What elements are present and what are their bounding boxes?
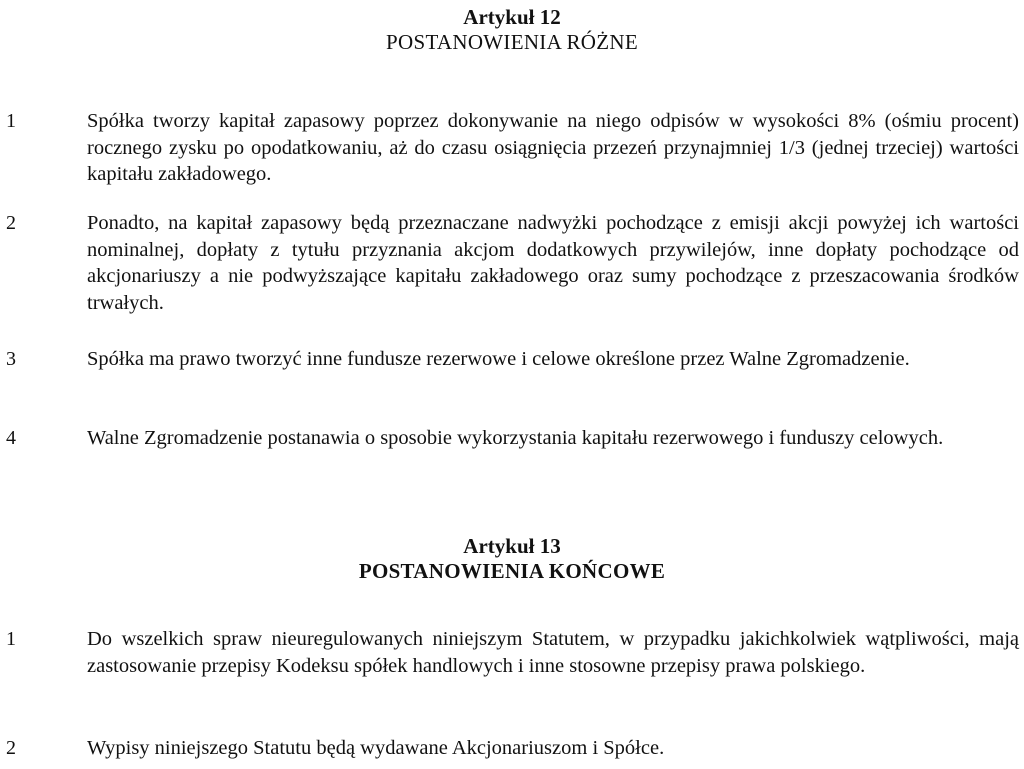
clause-number: 4 — [6, 427, 16, 449]
article-12-heading — [0, 5, 1024, 55]
clause-text: Spółka ma prawo tworzyć inne fundusze rezerwowe i celowe określone przez Walne Zgromadzenie. — [87, 348, 910, 370]
clause-number: 2 — [6, 212, 16, 234]
clause-number: 1 — [6, 628, 16, 650]
clause-number: 3 — [6, 348, 16, 370]
clause-number: 2 — [6, 737, 16, 759]
clause-text: Ponadto, na kapitał zapasowy będą przeznaczane nadwyżki pochodzące z emisji akcji powyżej ich wartości nominalnej, dopłaty z tytułu przyznania akcjom dodatkowych przywilejów, inne dopłaty pochodzące od akcjonariuszy a nie podwyższające kapitału zakładowego oraz sumy pochodzące z przeszacowania środków trwałych. — [87, 212, 1019, 314]
clause-text: Walne Zgromadzenie postanawia o sposobie wykorzystania kapitału rezerwowego i funduszy celowych. — [87, 427, 944, 449]
article-13-subtitle: POSTANOWIENIA KOŃCOWE — [358, 559, 666, 583]
clause-text: Do wszelkich spraw nieuregulowanych niniejszym Statutem, w przypadku jakichkolwiek wątpliwości, mają zastosowanie przepisy Kodeksu spółek handlowych i inne stosowne przepisy prawa polskiego. — [87, 628, 1019, 677]
article-13-title: Artykuł 13 — [463, 534, 561, 558]
article-13-heading — [0, 534, 1024, 584]
clause-text: Spółka tworzy kapitał zapasowy poprzez dokonywanie na niego odpisów w wysokości 8% (ośmiu procent) rocznego zysku po opodatkowaniu, aż do czasu osiągnięcia przezeń przynajmniej 1/3 (jednej trzeciej) wartości kapitału zakładowego. — [87, 110, 1019, 185]
article-12-title: Artykuł 12 — [463, 5, 561, 29]
clause-number: 1 — [6, 110, 16, 132]
article-12-subtitle: POSTANOWIENIA RÓŻNE — [386, 30, 638, 54]
clause-text: Wypisy niniejszego Statutu będą wydawane Akcjonariuszom i Spółce. — [87, 737, 665, 759]
